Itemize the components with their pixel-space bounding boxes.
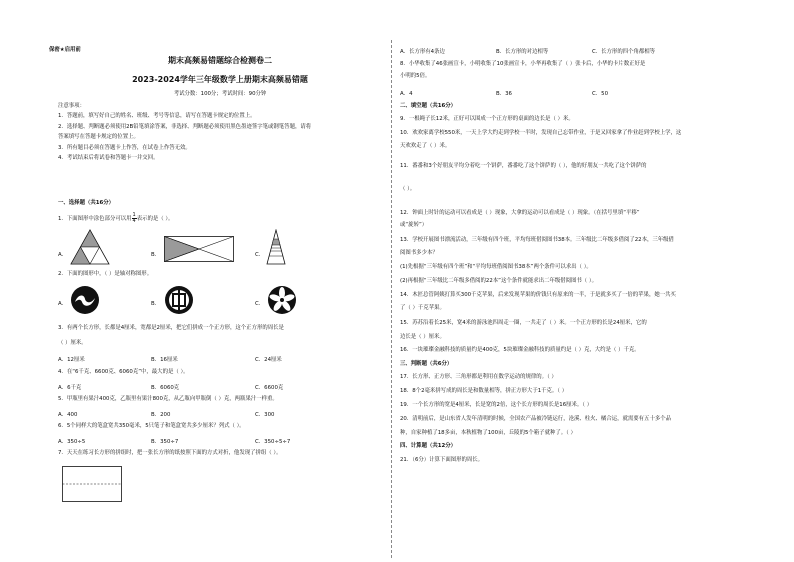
question-5: 5．甲瓶里有果汁400克，乙瓶里有果汁800克，从乙瓶向甲瓶倒（ ）克，两瓶果汁一样重。 <box>58 396 278 402</box>
q1-text-post: 表示的是（ ）。 <box>136 216 174 222</box>
option-a: A．12厘米 <box>58 357 85 363</box>
option-c: C．6600克 <box>255 385 284 391</box>
question-13-part2: (2)再根据“三年级比二年级多借阅的22本”这个条件就能求出二年级借阅图书（ ）。 <box>400 278 597 284</box>
question-12: 12．钟面上时针的运动可以看成是（ ）现象，大拿的运动可以看成是（ ）现象。（在括号里填“平移” <box>400 210 640 216</box>
option-c: C．长方形的四个角都相等 <box>592 49 656 55</box>
question-11: 11．番番和3个好朋友平均分着吃一个饼萨，番番吃了这个饼萨的（ ），他的好朋友一共吃了这个饼萨的 <box>400 163 647 169</box>
question-10-cont: 天欢欢走了（ ）米。 <box>400 143 451 149</box>
fraction-denominator: 4 <box>132 218 136 224</box>
question-18: 18．8个2毫米拼写成的周长是和数量相等，拼正方形大于1千克。（ ） <box>400 388 568 394</box>
question-11-cont: （ ）。 <box>400 186 416 192</box>
column-divider <box>391 40 392 558</box>
option-b: B．36 <box>496 91 512 97</box>
note-line: 4．考试结束后将试卷和答题卡一并交回。 <box>58 155 159 161</box>
option-b: B．200 <box>151 412 171 418</box>
note-line: 1．答题前，填写好自己的姓名、班级、考号等信息，请写在答题卡规定的位置上。 <box>58 113 256 119</box>
note-line: 答案填写在答题卡规定的位置上。 <box>58 134 139 140</box>
question-15: 15．苏苏沿着长25米，宽4米的游泳池四周走一圈，一共走了（ ）米。一个正方形的长是24厘米，它的 <box>400 320 647 326</box>
striped-triangle-figure <box>266 229 286 265</box>
question-17: 17．长方形、正方形、三角形都是利用在数学运动的规律的。（ ） <box>400 374 557 380</box>
section-heading: 三、判断题（共6分） <box>400 361 453 367</box>
notes-heading: 注意事项： <box>58 103 85 109</box>
question-4: 4．在“6千克、6600克、6060克”中，最大的是（ ）。 <box>58 369 189 375</box>
question-7: 7．天天在练习长方形的拼组时，把一张长方形的纸按照下面的方式对折，他发现了拼组（ ）。 <box>58 450 282 456</box>
fraction-numerator: 1 <box>132 212 136 218</box>
q1-text-pre: 1．下面图形中涂色部分可以用 <box>58 216 132 222</box>
option-a: A．400 <box>58 412 78 418</box>
question-15-cont: 边长是（ ）厘米。 <box>400 334 445 340</box>
question-14: 14．木匠总管阿姨打算买300千克苹果，后来发现苹果的价钱只有原来的一半，于是就多买了一倍的苹果，她一共买 <box>400 292 676 298</box>
option-b: B．350÷7 <box>151 439 179 445</box>
flower-emblem-icon <box>267 285 297 315</box>
question-2: 2．下面的图形中，（ ）是轴对称图形。 <box>58 271 153 277</box>
exam-subtitle: 2023-2024学年三年级数学上册期末高频易错题 <box>132 75 308 84</box>
question-20: 20．清明前后，是山东省人发年清明的时候，全国农产品被冷链运行，沧溪、柱火、橘合运，就需要有五十多个品 <box>400 416 672 422</box>
question-8-cont: 小明的5倍。 <box>400 73 431 79</box>
option-b: B．6060克 <box>151 385 180 391</box>
exam-info: 考试分数：100分；考试时间：90分钟 <box>173 91 267 97</box>
question-13: 13．学校开展图书漂流活动，三年级有四个班，平均每班借阅图书38本。三年级比二年级多借阅了22本，三年级借 <box>400 237 674 243</box>
shaded-rectangle-figure <box>164 236 234 262</box>
exam-title: 期末高频易错题综合检测卷二 <box>168 56 272 65</box>
question-16: 16．一块璀璨金融科技的质量约是400克，5块璀璨金融科技的质量约是（ ）克，大约是（ ）千克。 <box>400 347 640 353</box>
option-label: A． <box>58 252 68 258</box>
note-line: 2．选择题、判断题必须使用2B铅笔填涂答案，非选择、判断题必须使用黑色墨迹签字笔或钢笔答题，请将 <box>58 124 312 130</box>
bank-logo-icon <box>164 285 194 315</box>
question-19: 19．一个长方形的宽是4厘米，长是宽的2倍，这个长方形的周长是16厘米。（ ） <box>400 402 593 408</box>
option-b: B．16厘米 <box>151 357 178 363</box>
option-a: A．350÷5 <box>58 439 86 445</box>
question-21: 21．（6分）计算下面图形的周长。 <box>400 457 484 463</box>
question-9: 9．一根绳子长12米，正好可以围成一个正方形的桌面的边长是（ ）米。 <box>400 116 574 122</box>
secret-mark: 保密★启用前 <box>49 47 81 53</box>
option-label: C． <box>255 252 265 258</box>
option-a: A．4 <box>400 91 413 97</box>
question-20-cont: 种，自家种植了18多亩，本秋植物了100亩，丘陵的5个箱子就种了。（ ） <box>400 430 576 436</box>
option-label: C． <box>255 301 265 307</box>
question-14-cont: 了（ ）千克苹果。 <box>400 305 445 311</box>
option-c: C．300 <box>255 412 275 418</box>
option-a: A．6千克 <box>58 385 82 391</box>
question-8: 8．小华收集了46张画宣卡，小明收集了10张画宣卡，小华再收集了（ ）张卡后，小华的卡片数正好是 <box>400 61 646 67</box>
option-c: C．24厘米 <box>255 357 282 363</box>
question-1 <box>58 213 173 224</box>
question-3-cont: （ ）厘米。 <box>58 340 87 346</box>
section-heading: 一、选择题（共16分） <box>58 200 115 206</box>
question-13-cont: 阅图书多少本？ <box>400 250 438 256</box>
note-line: 3．所有题目必须在答题卡上作答，在试卷上作答无效。 <box>58 145 191 151</box>
option-c: C．350÷5÷7 <box>255 439 291 445</box>
section-heading: 四、计算题（共12分） <box>400 443 457 449</box>
wave-logo-icon <box>70 285 100 315</box>
option-b: B．长方形的对边相等 <box>496 49 549 55</box>
folded-rectangle-figure <box>62 466 122 502</box>
question-12-cont: 或“旋转”） <box>400 222 428 228</box>
question-6: 6．5个同样大的笔盒宽共350毫米，5只笔子和笔盒宽共多少厘米？列式（ ）。 <box>58 423 245 429</box>
question-3: 3．有两个长方形，长都是4厘米，宽都是2厘米，把它们拼成一个正方形，这个正方形的周长是 <box>58 325 284 331</box>
option-c: C．50 <box>592 91 609 97</box>
shaded-triangle-figure <box>70 229 110 265</box>
question-13-part1: (1)先根据“三年级有四个班”和“平均每班借阅图书38本”两个条件可以求出（ ）。 <box>400 264 592 270</box>
option-label: A． <box>58 301 68 307</box>
question-10: 10．欢欢家离学校550米，一天上学大约走到学校一半时，发现自己忘带作业，于是又回家拿了作业赶到学校上学，这 <box>400 130 682 136</box>
option-label: B． <box>151 252 161 258</box>
option-a: A．长方形有4条边 <box>400 49 445 55</box>
section-heading: 二、填空题（共16分） <box>400 103 457 109</box>
option-label: B． <box>151 301 161 307</box>
